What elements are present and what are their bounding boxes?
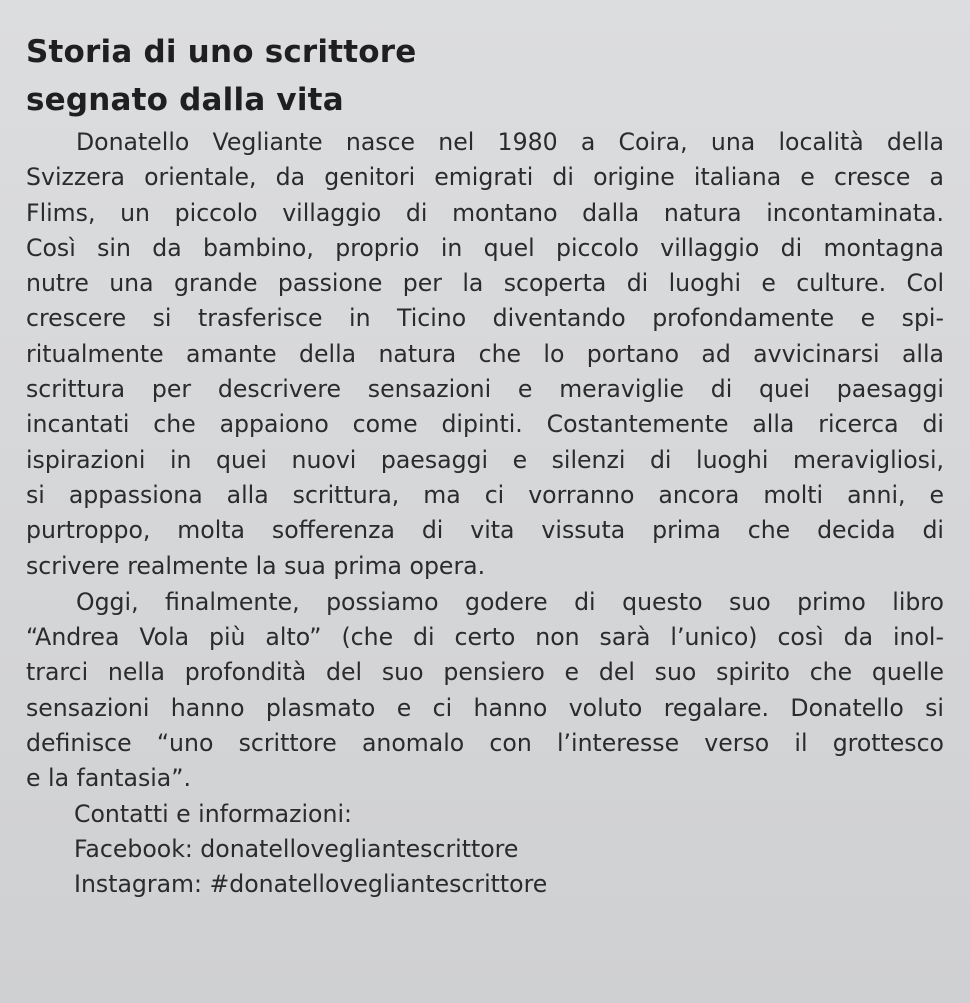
- text-line: “Andrea Vola più alto” (che di certo non sarà l’unico) così da inol-: [26, 623, 944, 652]
- article-title: [26, 28, 946, 124]
- text-line: definisce “uno scrittore anomalo con l’interesse verso il grottesco: [26, 729, 944, 758]
- text-line: Oggi, finalmente, possiamo godere di questo suo primo libro: [76, 587, 944, 616]
- text-line: ispirazioni in quei nuovi paesaggi e silenzi di luoghi meravigliosi,: [26, 445, 944, 474]
- text-line: ritualmente amante della natura che lo portano ad avvicinarsi alla: [26, 339, 944, 368]
- text-line: scrittura per descrivere sensazioni e meraviglie di quei paesaggi: [26, 375, 944, 404]
- text-line: scrivere realmente la sua prima opera.: [26, 551, 486, 580]
- text-line: incantati che appaiono come dipinti. Costantemente alla ricerca di: [26, 410, 944, 439]
- contacts-block: [26, 797, 946, 903]
- text-line: Flims, un piccolo villaggio di montano dalla natura incontaminata.: [26, 198, 944, 227]
- title-line-1: Storia di uno scrittore: [26, 34, 417, 70]
- title-line-2: segnato dalla vita: [26, 82, 344, 118]
- instagram-contact: Instagram: #donatellovegliantescrittore: [74, 870, 548, 899]
- text-line: e la fantasia”.: [26, 764, 191, 793]
- text-line: trarci nella profondità del suo pensiero e del suo spirito che quelle: [26, 658, 944, 687]
- text-line: Donatello Vegliante nasce nel 1980 a Coira, una località della: [76, 128, 944, 156]
- paragraph-book: [26, 585, 946, 797]
- paragraph-biography: [26, 125, 946, 584]
- text-line: crescere si trasferisce in Ticino diventando profondamente e spi-: [26, 304, 944, 333]
- facebook-contact: Facebook: donatellovegliantescrittore: [74, 834, 519, 863]
- text-line: nutre una grande passione per la scoperta di luoghi e culture. Col: [26, 269, 944, 298]
- text-line: sensazioni hanno plasmato e ci hanno voluto regalare. Donatello si: [26, 693, 944, 722]
- text-line: si appassiona alla scrittura, ma ci vorranno ancora molti anni, e: [26, 480, 944, 509]
- text-line: Così sin da bambino, proprio in quel piccolo villaggio di montagna: [26, 233, 944, 262]
- article: [26, 28, 946, 903]
- text-line: purtroppo, molta sofferenza di vita vissuta prima che decida di: [26, 516, 944, 545]
- text-line: Svizzera orientale, da genitori emigrati di origine italiana e cresce a: [26, 163, 944, 192]
- contacts-heading: Contatti e informazioni:: [74, 799, 352, 828]
